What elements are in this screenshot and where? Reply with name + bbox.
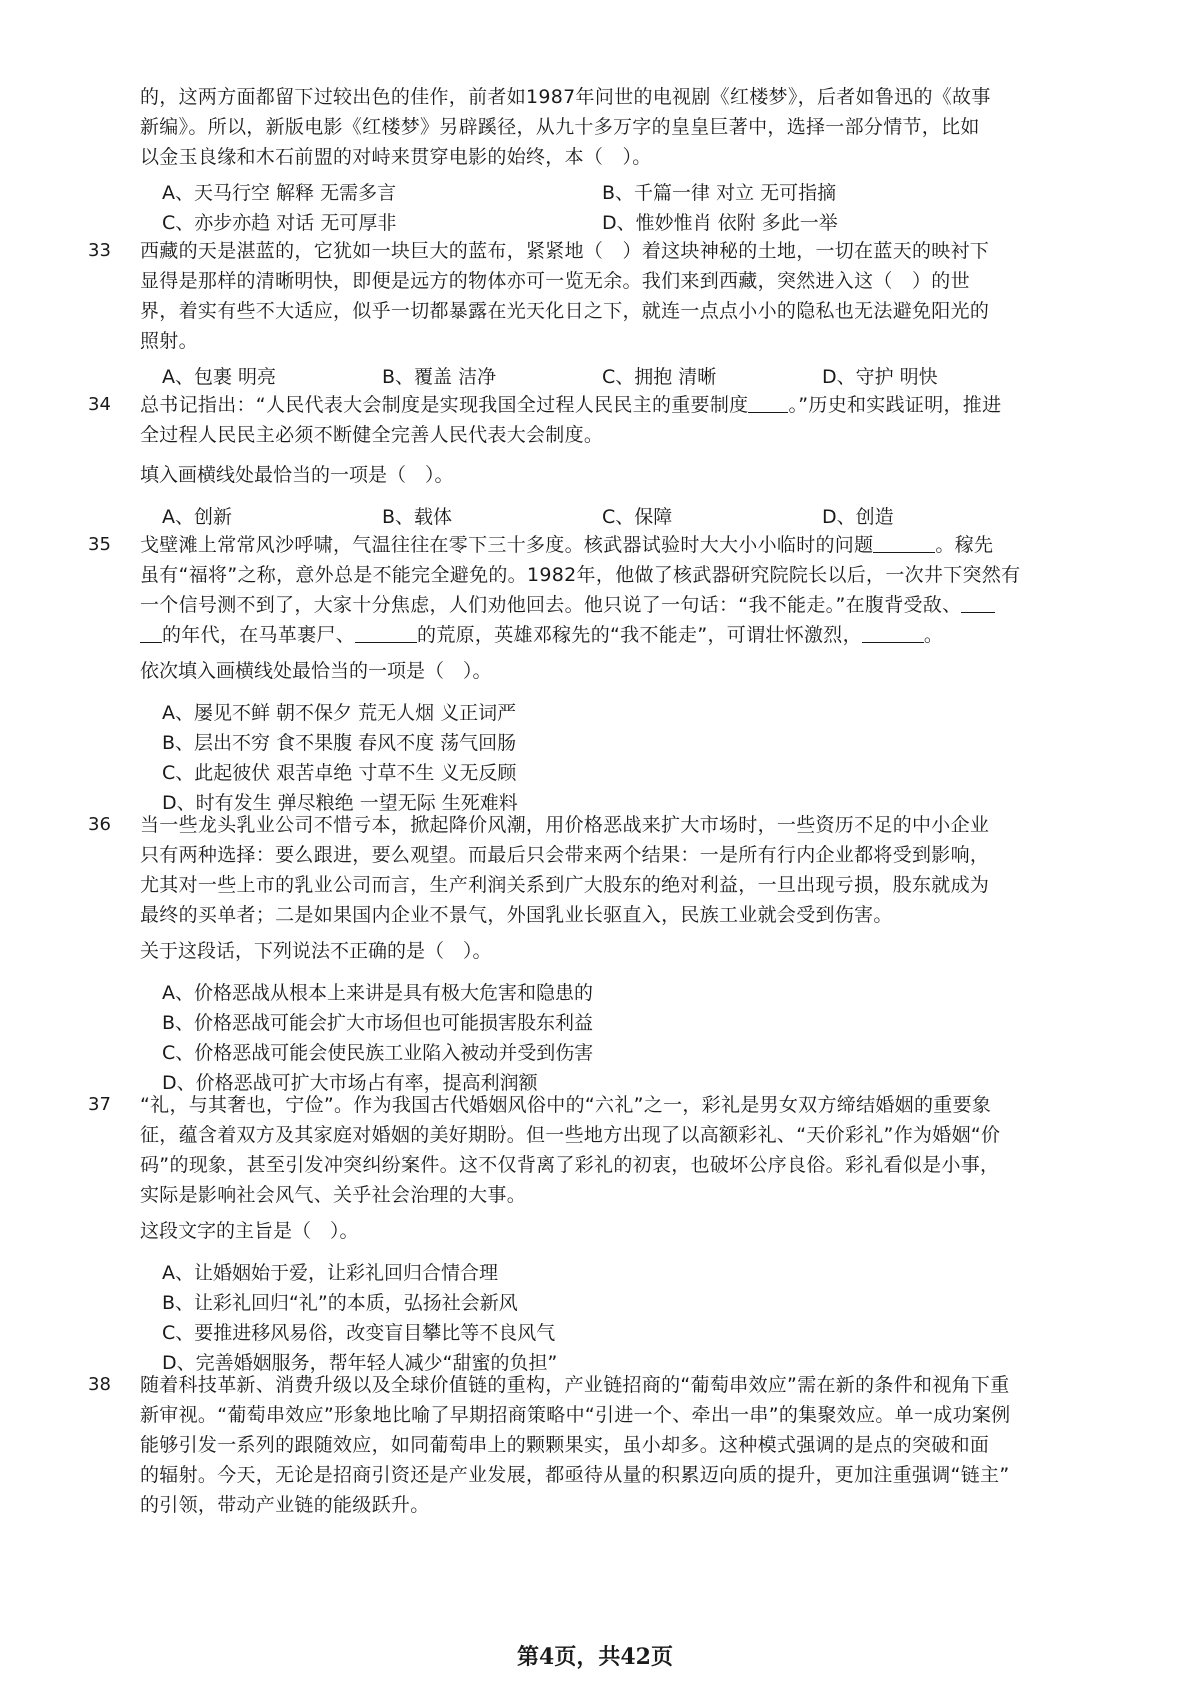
question-33 xyxy=(88,236,1100,356)
question-stem xyxy=(140,236,1100,356)
text-line: “礼，与其奢也，宁俭”。作为我国古代婚姻风俗中的“六礼”之一，彩礼是男女双方缔结婚姻的重要象 xyxy=(140,1094,992,1116)
question-32-stem xyxy=(140,82,1100,172)
text-line: 当一些龙头乳业公司不惜亏本，掀起降价风潮，用价格恶战来扩大市场时，一些资历不足的中小企业 xyxy=(140,814,990,836)
option-a[interactable]: A、包裹 明亮 xyxy=(162,366,277,388)
question-36-options xyxy=(162,978,1102,1098)
question-34-options xyxy=(162,502,1102,532)
option-a[interactable]: A、屡见不鲜 朝不保夕 荒无人烟 义正词严 xyxy=(162,702,517,724)
fill-blank[interactable] xyxy=(961,592,995,613)
text-line: 一个信号测不到了，大家十分焦虑，人们劝他回去。他只说了一句话：“我不能走。”在腹背受敌、 xyxy=(140,590,1100,620)
text-line: 能够引发一系列的跟随效应，如同葡萄串上的颗颗果实，虽小却多。这种模式强调的是点的突破和面 xyxy=(140,1434,990,1456)
option-c[interactable]: C、拥抱 清晰 xyxy=(602,366,717,388)
option-b[interactable]: B、载体 xyxy=(382,506,453,528)
page-footer: 第4页，共42页 xyxy=(517,1644,673,1670)
text-line: 总书记指出：“人民代表大会制度是实现我国全过程人民民主的重要制度 。”历史和实践证明，推进 xyxy=(140,394,1002,416)
option-b[interactable]: B、覆盖 洁净 xyxy=(382,366,497,388)
question-number: 36 xyxy=(88,814,111,835)
question-stem xyxy=(140,390,1100,450)
question-37 xyxy=(88,1090,1100,1210)
text-line: 照射。 xyxy=(140,330,198,352)
text-line: 界，着实有些不大适应，似乎一切都暴露在光天化日之下，就连一点点小小的隐私也无法避免阳光的 xyxy=(140,300,990,322)
question-stem xyxy=(140,1370,1100,1520)
option-d[interactable]: D、惟妙惟肖 依附 多此一举 xyxy=(602,212,838,234)
option-a[interactable]: A、创新 xyxy=(162,506,232,528)
option-c[interactable]: C、保障 xyxy=(602,506,673,528)
text-line: 实际是影响社会风气、关乎社会治理的大事。 xyxy=(140,1184,527,1206)
question-stem xyxy=(140,1090,1100,1210)
question-stem xyxy=(140,810,1100,930)
question-33-options xyxy=(162,362,1102,392)
question-37-options xyxy=(162,1258,1102,1378)
text-line: 新审视。“葡萄串效应”形象地比喻了早期招商策略中“引进一个、牵出一串”的集聚效应。单一成功案例 xyxy=(140,1404,1011,1426)
option-c[interactable]: C、亦步亦趋 对话 无可厚非 xyxy=(162,212,397,234)
question-number: 33 xyxy=(88,240,111,261)
question-36-prompt: 关于这段话，下列说法不正确的是（ ）。 xyxy=(140,940,492,962)
fill-blank[interactable] xyxy=(862,622,924,643)
option-d[interactable]: D、守护 明快 xyxy=(822,366,938,388)
text-line: 只有两种选择：要么跟进，要么观望。而最后只会带来两个结果：一是所有行内企业都将受到影响， xyxy=(140,844,990,866)
question-34 xyxy=(88,390,1100,450)
fill-blank[interactable] xyxy=(355,622,417,643)
question-32-options xyxy=(162,178,1102,238)
text-line: 的，这两方面都留下过较出色的佳作，前者如1987年问世的电视剧《红楼梦》，后者如鲁迅的《故事 xyxy=(140,86,991,108)
option-d[interactable]: D、价格恶战可扩大市场占有率，提高利润额 xyxy=(162,1072,538,1094)
option-d[interactable]: D、完善婚姻服务，帮年轻人减少“甜蜜的负担” xyxy=(162,1352,558,1374)
text-line: 以金玉良缘和木石前盟的对峙来贯穿电影的始终，本（ ）。 xyxy=(140,146,652,168)
text-line: 新编》。所以，新版电影《红楼梦》另辟蹊径，从九十多万字的皇皇巨著中，选择一部分情节，比如 xyxy=(140,116,980,138)
question-number: 38 xyxy=(88,1374,111,1395)
text-line: 虽有“福将”之称，意外总是不能完全避免的。1982年，他做了核武器研究院院长以后，一次井下突然有 xyxy=(140,564,1021,586)
text-line: 征，蕴含着双方及其家庭对婚姻的美好期盼。但一些地方出现了以高额彩礼、“天价彩礼”作为婚姻“价 xyxy=(140,1124,1001,1146)
text-line: 的引领，带动产业链的能级跃升。 xyxy=(140,1494,430,1516)
fill-blank[interactable] xyxy=(873,532,935,553)
text-line: 戈壁滩上常常风沙呼啸，气温往往在零下三十多度。核武器试验时大大小小临时的问题 。稼先 xyxy=(140,534,994,556)
option-c[interactable]: C、要推进移风易俗，改变盲目攀比等不良风气 xyxy=(162,1322,556,1344)
option-c[interactable]: C、价格恶战可能会使民族工业陷入被动并受到伤害 xyxy=(162,1042,594,1064)
question-number: 34 xyxy=(88,394,111,415)
option-b[interactable]: B、让彩礼回归“礼”的本质，弘扬社会新风 xyxy=(162,1292,518,1314)
question-34-prompt: 填入画横线处最恰当的一项是（ ）。 xyxy=(140,464,454,486)
text-line: 尤其对一些上市的乳业公司而言，生产利润关系到广大股东的绝对利益，一旦出现亏损，股东就成为 xyxy=(140,874,990,896)
question-number: 35 xyxy=(88,534,111,555)
text-line: 西藏的天是湛蓝的，它犹如一块巨大的蓝布，紧紧地（ ）着这块神秘的土地，一切在蓝天的映衬下 xyxy=(140,240,990,262)
question-38 xyxy=(88,1370,1100,1520)
option-b[interactable]: B、层出不穷 食不果腹 春风不度 荡气回肠 xyxy=(162,732,517,754)
option-a[interactable]: A、让婚姻始于爱，让彩礼回归合情合理 xyxy=(162,1262,498,1284)
text-line: 码”的现象，甚至引发冲突纠纷案件。这不仅背离了彩礼的初衷，也破坏公序良俗。彩礼看似是小事， xyxy=(140,1154,1000,1176)
option-a[interactable]: A、价格恶战从根本上来讲是具有极大危害和隐患的 xyxy=(162,982,593,1004)
option-b[interactable]: B、千篇一律 对立 无可指摘 xyxy=(602,182,837,204)
question-35-options xyxy=(162,698,1102,818)
text-line: 显得是那样的清晰明快，即便是远方的物体亦可一览无余。我们来到西藏，突然进入这（ ）的世 xyxy=(140,270,970,292)
option-b[interactable]: B、价格恶战可能会扩大市场但也可能损害股东利益 xyxy=(162,1012,594,1034)
fill-blank[interactable] xyxy=(140,622,162,643)
text-line: 全过程人民民主必须不断健全完善人民代表大会制度。 xyxy=(140,424,604,446)
text-line: 随着科技革新、消费升级以及全球价值链的重构，产业链招商的“葡萄串效应”需在新的条件和视角下重 xyxy=(140,1374,1010,1396)
question-35-prompt: 依次填入画横线处最恰当的一项是（ ）。 xyxy=(140,660,492,682)
fill-blank[interactable] xyxy=(748,392,788,413)
option-a[interactable]: A、天马行空 解释 无需多言 xyxy=(162,182,397,204)
text-line: 最终的买单者；二是如果国内企业不景气，外国乳业长驱直入，民族工业就会受到伤害。 xyxy=(140,904,893,926)
text-line: 的年代，在马革裹尸、 的荒原，英雄邓稼先的“我不能走”，可谓壮怀激烈， 。 xyxy=(140,620,1100,650)
text-line: 的辐射。今天，无论是招商引资还是产业发展，都亟待从量的积累迈向质的提升，更加注重强调“链主” xyxy=(140,1464,1010,1486)
question-number: 37 xyxy=(88,1094,111,1115)
option-d[interactable]: D、创造 xyxy=(822,506,894,528)
option-d[interactable]: D、时有发生 弹尽粮绝 一望无际 生死难料 xyxy=(162,792,518,814)
option-c[interactable]: C、此起彼伏 艰苦卓绝 寸草不生 义无反顾 xyxy=(162,762,517,784)
question-stem xyxy=(140,530,1100,650)
question-37-prompt: 这段文字的主旨是（ ）。 xyxy=(140,1220,359,1242)
question-35 xyxy=(88,530,1100,650)
question-36 xyxy=(88,810,1100,930)
